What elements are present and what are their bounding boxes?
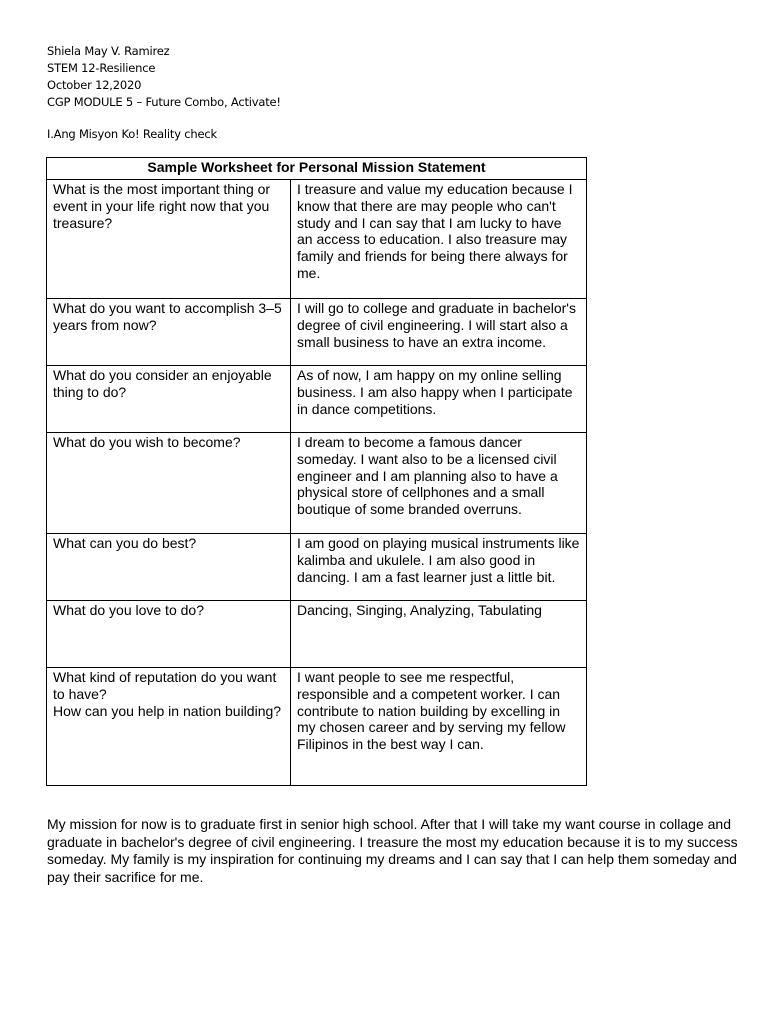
question-cell: What do you love to do? <box>47 601 291 668</box>
table-row <box>47 534 587 601</box>
answer-cell: I will go to college and graduate in bachelor's degree of civil engineering. I will start also a small business to have an extra income. <box>291 299 587 366</box>
answer-cell: I am good on playing musical instruments like kalimba and ukulele. I am also good in dancing. I am a fast learner just a little bit. <box>291 534 587 601</box>
table-row <box>47 601 587 668</box>
mission-statement: My mission for now is to graduate first in senior high school. After that I will take my want course in collage and graduate in bachelor's degree of civil engineering. I treasure the most my education because it is to my success someday. My family is my inspiration for continuing my dreams and I can say that I can help them someday and pay their sacrifice for me. <box>47 816 738 885</box>
student-name: Shiela May V. Ramirez <box>47 44 170 58</box>
question-cell: What is the most important thing or event in your life right now that you treasure? <box>47 180 291 299</box>
student-section: STEM 12-Resilience <box>47 61 156 75</box>
answer-cell: Dancing, Singing, Analyzing, Tabulating <box>291 601 587 668</box>
answer-cell: I dream to become a famous dancer someday. I want also to be a licensed civil engineer and I am planning also to have a physical store of cellphones and a small boutique of some branded overruns. <box>291 433 587 534</box>
question-cell: What kind of reputation do you want to have? How can you help in nation building? <box>47 668 291 786</box>
question-cell: What do you wish to become? <box>47 433 291 534</box>
question-cell: What do you want to accomplish 3–5 years from now? <box>47 299 291 366</box>
answer-cell: As of now, I am happy on my online selling business. I am also happy when I participate in dance competitions. <box>291 366 587 433</box>
table-row <box>47 299 587 366</box>
table-row <box>47 668 587 786</box>
module-title: CGP MODULE 5 – Future Combo, Activate! <box>47 95 281 109</box>
worksheet-title-row <box>47 158 587 180</box>
answer-cell: I want people to see me respectful, responsible and a competent worker. I can contribute to nation building by excelling in my chosen career and by serving my fellow Filipinos in the best way I can. <box>291 668 587 786</box>
section-title: I.Ang Misyon Ko! Reality check <box>47 127 217 141</box>
answer-cell: I treasure and value my education because I know that there are may people who can't study and I can say that I am lucky to have an access to education. I also treasure may family and friends for being there always for me. <box>291 180 587 299</box>
worksheet-title: Sample Worksheet for Personal Mission Statement <box>47 158 587 180</box>
question-cell: What do you consider an enjoyable thing to do? <box>47 366 291 433</box>
document-header <box>47 43 281 111</box>
worksheet-table <box>46 157 587 786</box>
question-cell: What can you do best? <box>47 534 291 601</box>
table-row <box>47 433 587 534</box>
document-date: October 12,2020 <box>47 78 142 92</box>
table-row <box>47 180 587 299</box>
table-row <box>47 366 587 433</box>
